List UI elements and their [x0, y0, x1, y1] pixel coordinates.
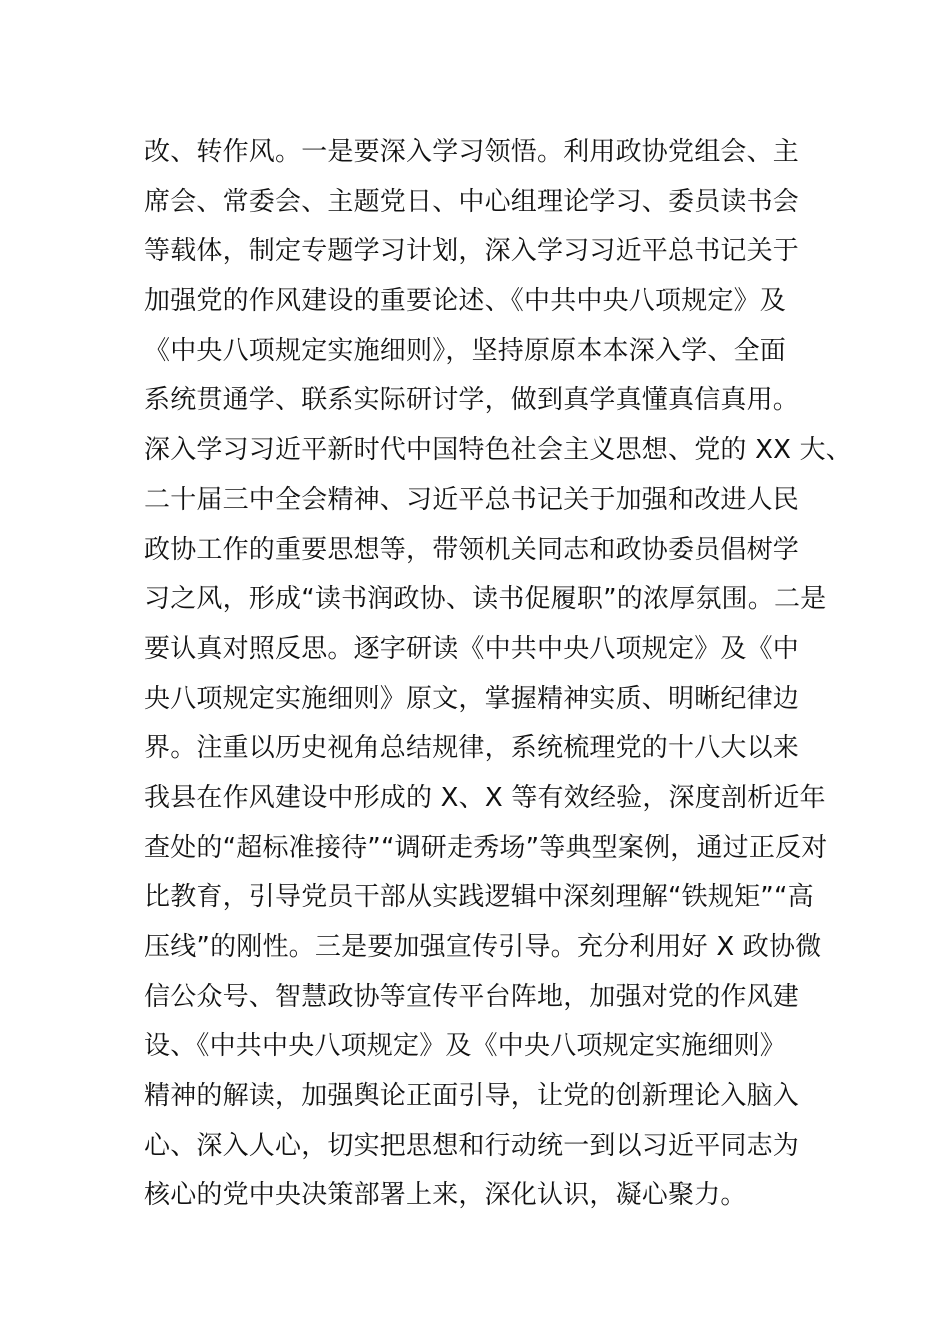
text-line: 席会、常委会、主题党日、中心组理论学习、委员读书会: [144, 186, 800, 217]
text-line: 政协工作的重要思想等，带领机关同志和政协委员倡树学: [144, 534, 800, 565]
text-line: 系统贯通学、联系实际研讨学，做到真学真懂真信真用。: [144, 385, 800, 416]
text-line: 改、转作风。一是要深入学习领悟。利用政协党组会、主: [144, 137, 800, 167]
text-line: 我县在作风建设中形成的 X、X 等有效经验，深度剖析近年: [144, 782, 826, 813]
text-line: 核心的党中央决策部署上来，深化认识，凝心聚力。: [144, 1180, 747, 1211]
text-line: 精神的解读，加强舆论正面引导，让党的创新理论入脑入: [144, 1081, 800, 1112]
text-line: 信公众号、智慧政协等宣传平台阵地，加强对党的作风建: [144, 981, 800, 1012]
text-line: 查处的“超标准接待”“调研走秀场”等典型案例，通过正反对: [144, 832, 828, 863]
text-line: 压线”的刚性。三是要加强宣传引导。充分利用好 X 政协微: [144, 932, 822, 962]
body-paragraph: [144, 128, 852, 1221]
text-line: 《中央八项规定实施细则》，坚持原原本本深入学、全面: [144, 335, 787, 366]
text-line: 要认真对照反思。逐字研读《中共中央八项规定》及《中: [144, 633, 800, 664]
text-line: 心、深入人心，切实把思想和行动统一到以习近平同志为: [144, 1130, 800, 1161]
text-line: 习之风，形成“读书润政协、读书促履职”的浓厚氛围。二是: [144, 584, 827, 615]
text-line: 深入学习习近平新时代中国特色社会主义思想、党的 XX 大、: [144, 435, 852, 466]
text-line: 央八项规定实施细则》原文，掌握精神实质、明晰纪律边: [144, 683, 800, 714]
text-line: 比教育，引导党员干部从实践逻辑中深刻理解“铁规矩”“高: [144, 882, 814, 913]
text-line: 设、《中共中央八项规定》及《中央八项规定实施细则》: [144, 1031, 787, 1062]
text-line: 界。注重以历史视角总结规律，系统梳理党的十八大以来: [144, 733, 800, 764]
text-line: 加强党的作风建设的重要论述、《中共中央八项规定》及: [144, 286, 787, 317]
text-line: 等载体，制定专题学习计划，深入学习习近平总书记关于: [144, 236, 800, 267]
text-line: 二十届三中全会精神、习近平总书记关于加强和改进人民: [144, 484, 800, 515]
